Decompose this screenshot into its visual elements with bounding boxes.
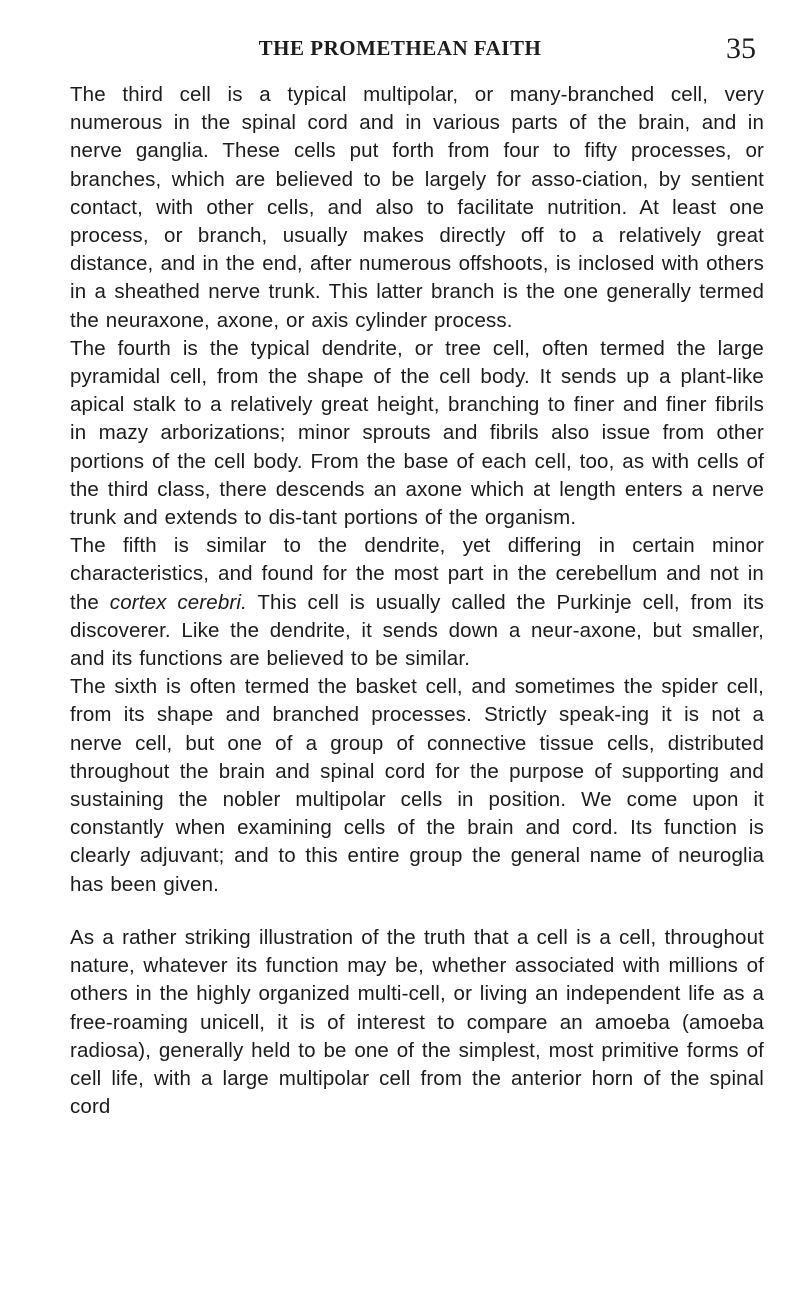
paragraph-fifth-cell (70, 532, 764, 673)
paragraph-fourth-cell: The fourth is the typical dendrite, or tree cell, often termed the large pyramidal cell, from the shape of the cell body. It sends up a plant-like apical stalk to a relatively great height, branching to finer and finer fibrils in mazy arborizations; minor sprouts and fibrils also issue from other portions of the cell body. From the base of each cell, too, as with cells of the third class, there descends an axone which at length enters a nerve trunk and extends to dis-tant portions of the organism. (70, 336, 764, 530)
running-title: THE PROMETHEAN FAITH (258, 36, 542, 60)
body-text (70, 81, 764, 1121)
cortex-cerebri-italic: cortex cerebri. (109, 590, 247, 614)
paragraph-fifth-cell-text-after: This cell is usually called the Purkinje cell, from its discoverer. Like the dendrite, it sends down a neur-axone, but smaller, and its functions are believed to be similar. (70, 590, 764, 671)
paragraph-sixth-cell: The sixth is often termed the basket cell, and sometimes the spider cell, from its shape and branched processes. Strictly speak-ing it is not a nerve cell, but one of a group of connective tissue cells, distributed throughout the brain and spinal cord for the purpose of supporting and sustaining the nobler multipolar cells in position. We come upon it constantly when examining cells of the brain and cord. Its function is clearly adjuvant; and to this entire group the general name of neuroglia has been given. (70, 675, 764, 896)
running-head (0, 30, 800, 70)
paragraph-fifth-cell-text-before: The fifth is similar to the dendrite, yet differing in certain minor characteristics, and found for the most part in the cerebellum and not in the (70, 534, 764, 614)
paragraph-amoeba-comparison: As a rather striking illustration of the truth that a cell is a cell, throughout nature, whatever its function may be, whether associated with millions of others in the highly organized multi-cell, or living an independent life as a free-roaming unicell, it is of interest to compare an amoeba (amoeba radiosa), generally held to be one of the simplest, most primitive forms of cell life, with a large multipolar cell from the anterior horn of the spinal cord (70, 925, 764, 1119)
paragraph-third-cell: The third cell is a typical multipolar, or many-branched cell, very numerous in the spinal cord and in various parts of the brain, and in nerve ganglia. These cells put forth from four to fifty processes, or branches, which are believed to be largely for asso-ciation, by sentient contact, with other cells, and also to facilitate nutrition. At least one process, or branch, usually makes directly off to a relatively great distance, and in the end, after numerous offshoots, is inclosed with others in a sheathed nerve trunk. This latter branch is the one generally termed the neuraxone, axone, or axis cylinder process. (70, 83, 764, 332)
page-number: 35 (726, 32, 756, 65)
